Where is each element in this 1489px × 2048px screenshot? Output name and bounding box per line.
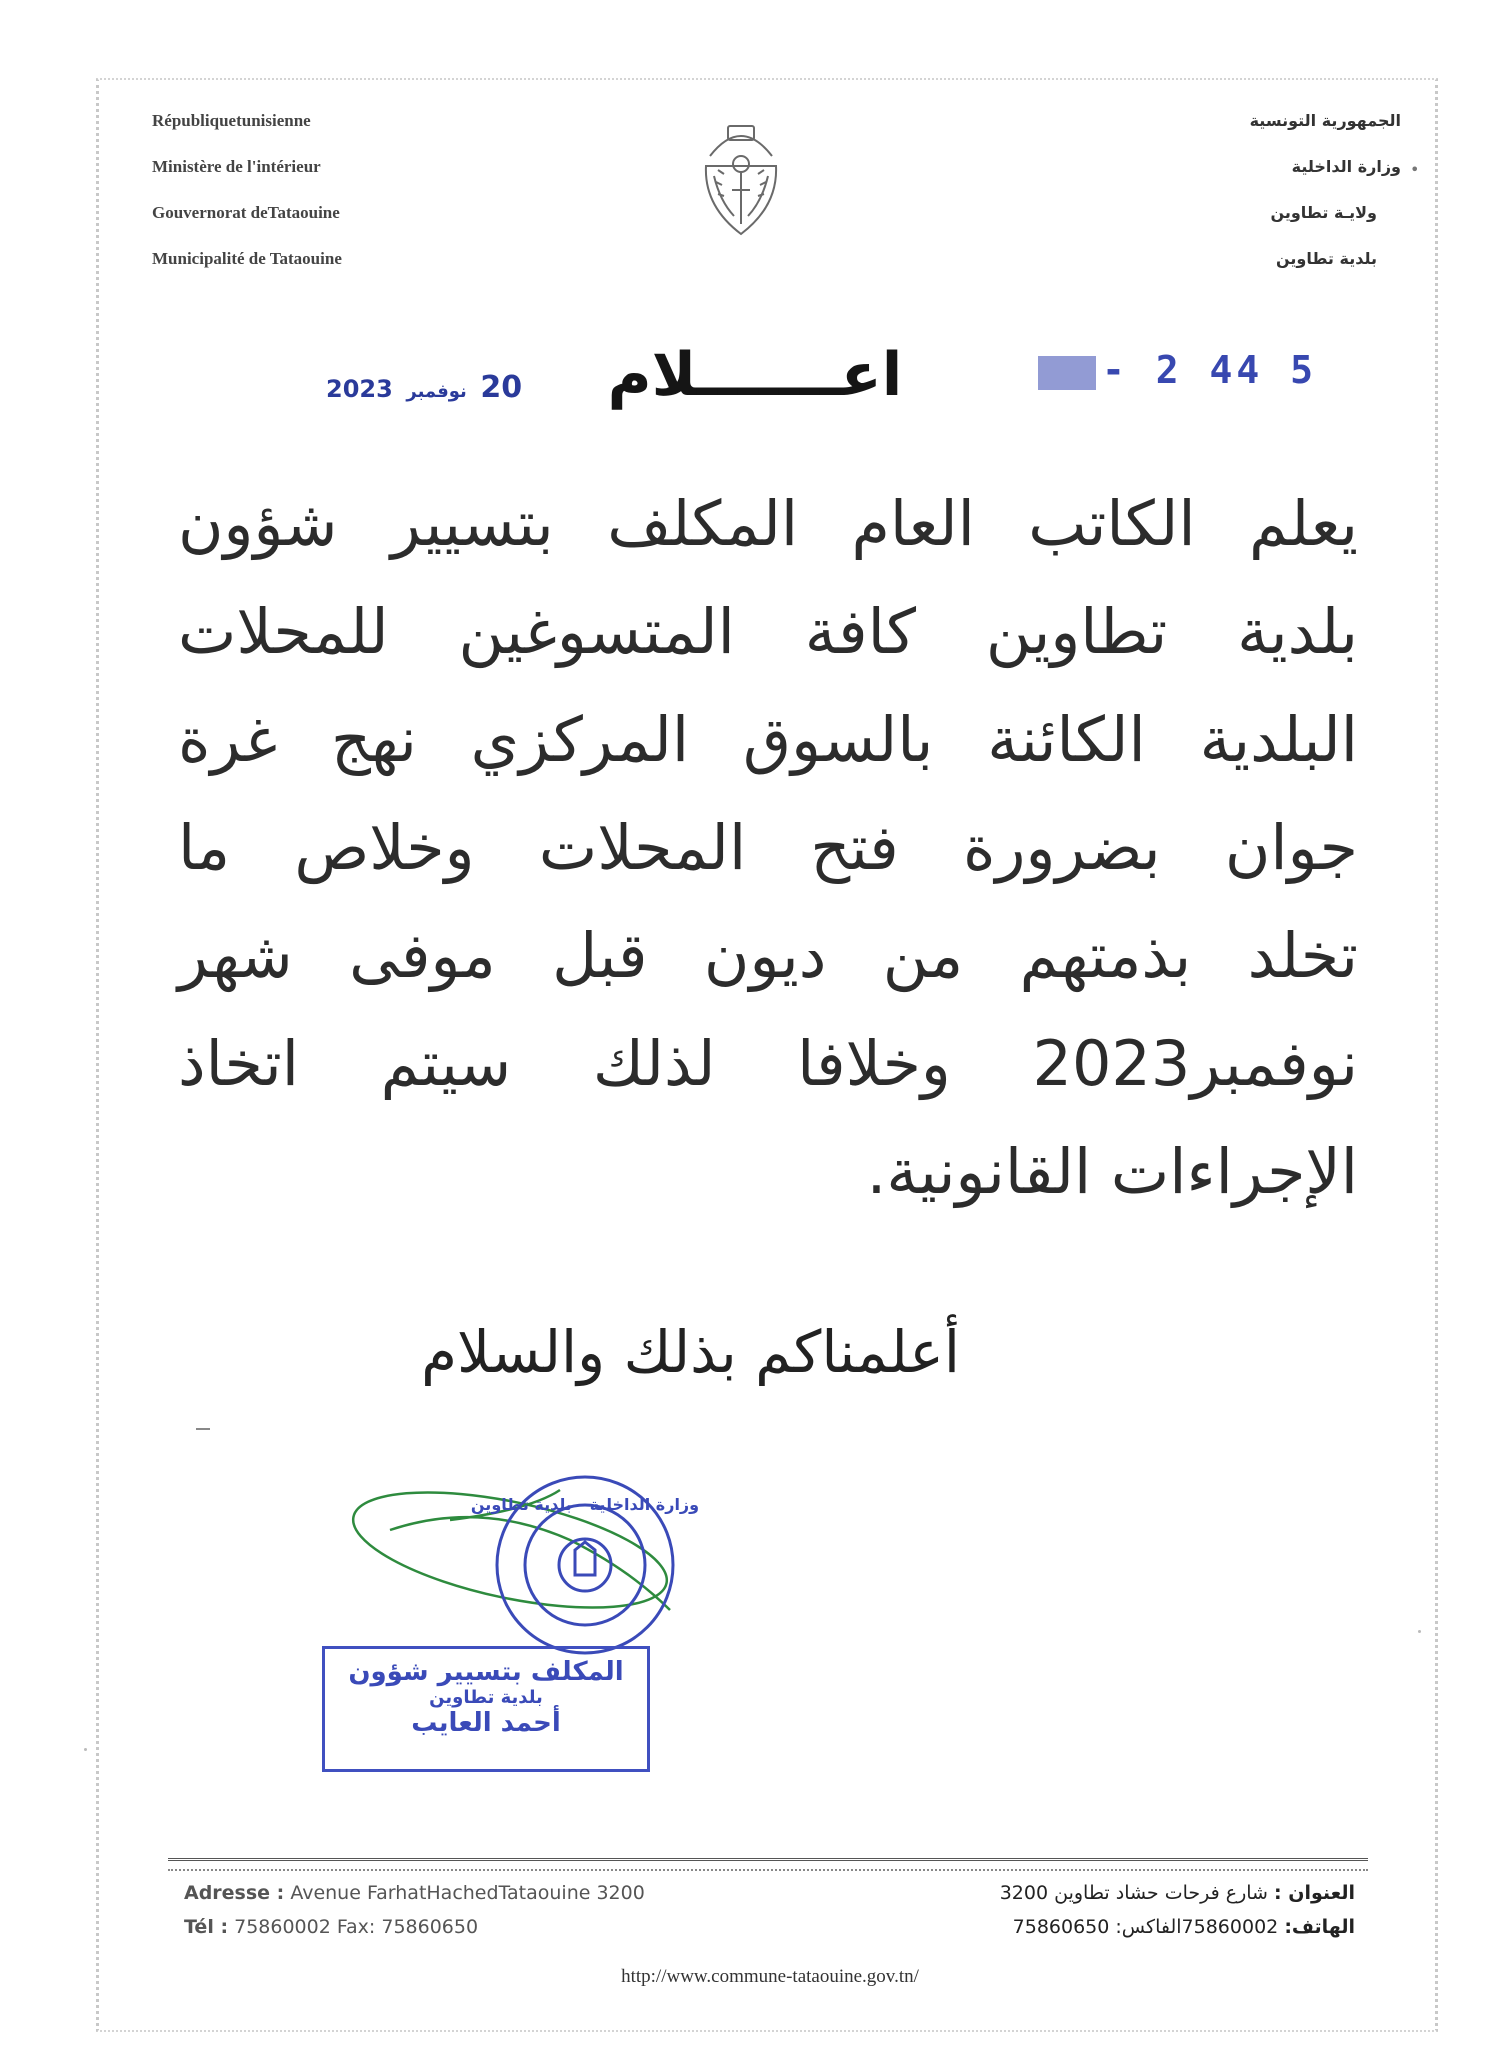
body-line: نوفمبر2023 وخلافا لذلك سيتم اتخاذ [178, 1027, 1358, 1100]
footer-divider [168, 1858, 1368, 1871]
date-year: 2023 [326, 375, 393, 403]
signatory-stamp [322, 1646, 650, 1772]
bullet-dot-icon: • [1410, 160, 1420, 179]
header-fr-governorate: Gouvernorat deTataouine [152, 203, 340, 222]
official-seal-icon [470, 1470, 700, 1660]
date-month: نوفمبر [406, 381, 467, 402]
stamp-line-2: بلدية تطاوين [429, 1687, 543, 1708]
header-french [152, 98, 342, 282]
closing-line: أعلمناكم بذلك والسلام [421, 1318, 960, 1386]
footer-arabic [935, 1876, 1355, 1944]
seal-text: وزارة الداخلية - بلدية تطاوين [470, 1495, 700, 1514]
footer-phone-label-fr: Tél : [184, 1916, 229, 1938]
footer-french [184, 1876, 645, 1944]
stamp-line-1: المكلف بتسيير شؤون [348, 1657, 624, 1687]
body-line: جوان بضرورة فتح المحلات وخلاص ما [178, 811, 1358, 884]
footer-address-value-fr: Avenue FarhatHachedTataouine 3200 [284, 1882, 645, 1904]
notice-title: اعـــــــلام [607, 340, 903, 410]
website-link[interactable]: http://www.commune-tataouine.gov.tn/ [621, 1966, 919, 1987]
body-line: بلدية تطاوين كافة المتسوغين للمحلات [178, 595, 1358, 668]
scan-speck [84, 1748, 87, 1751]
footer-phone-ar [935, 1910, 1355, 1944]
reference-stamp-block [1038, 356, 1096, 390]
stamp-line-3: أحمد العايب [411, 1708, 561, 1738]
header-fr-municipality: Municipalité de Tataouine [152, 249, 342, 268]
notice-body [178, 470, 1358, 1226]
header-fr-republic: Républiquetunisienne [152, 111, 311, 130]
footer-phone-value-fr: 75860002 Fax: 75860650 [228, 1916, 479, 1938]
footer-address-label-fr: Adresse : [184, 1882, 285, 1904]
footer-address-label-ar: العنوان : [1274, 1882, 1355, 1904]
notice-date [326, 370, 522, 405]
header-ar-republic: الجمهورية التونسية [1249, 111, 1401, 130]
tunisia-emblem-icon [700, 106, 782, 244]
footer-address-ar [935, 1876, 1355, 1910]
stray-mark [196, 1428, 210, 1430]
date-day: 20 [480, 370, 523, 405]
footer-address-fr [184, 1876, 645, 1910]
body-line: الإجراءات القانونية. [866, 1135, 1358, 1208]
header-ar-ministry: وزارة الداخلية [1291, 157, 1401, 176]
reference-digits: - 2 44 5 [1102, 348, 1318, 392]
footer-address-value-ar: شارع فرحات حشاد تطاوين 3200 [999, 1882, 1275, 1904]
header-ar-governorate: ولايـة تطاوين [1270, 203, 1377, 222]
header-arabic [1141, 98, 1401, 282]
header-ar-municipality: بلدية تطاوين [1275, 249, 1377, 268]
body-line: تخلد بذمتهم من ديون قبل موفى شهر [178, 919, 1358, 992]
reference-number [1038, 348, 1317, 392]
body-line: يعلم الكاتب العام المكلف بتسيير شؤون [178, 487, 1358, 560]
footer-phone-fr [184, 1910, 645, 1944]
scan-speck [1418, 1630, 1421, 1633]
header-fr-ministry: Ministère de l'intérieur [152, 157, 321, 176]
footer-phone-value-ar: 75860002الفاكس: 75860650 [1012, 1916, 1285, 1938]
footer-phone-label-ar: الهاتف: [1284, 1916, 1355, 1938]
body-line: البلدية الكائنة بالسوق المركزي نهج غرة [178, 703, 1358, 776]
